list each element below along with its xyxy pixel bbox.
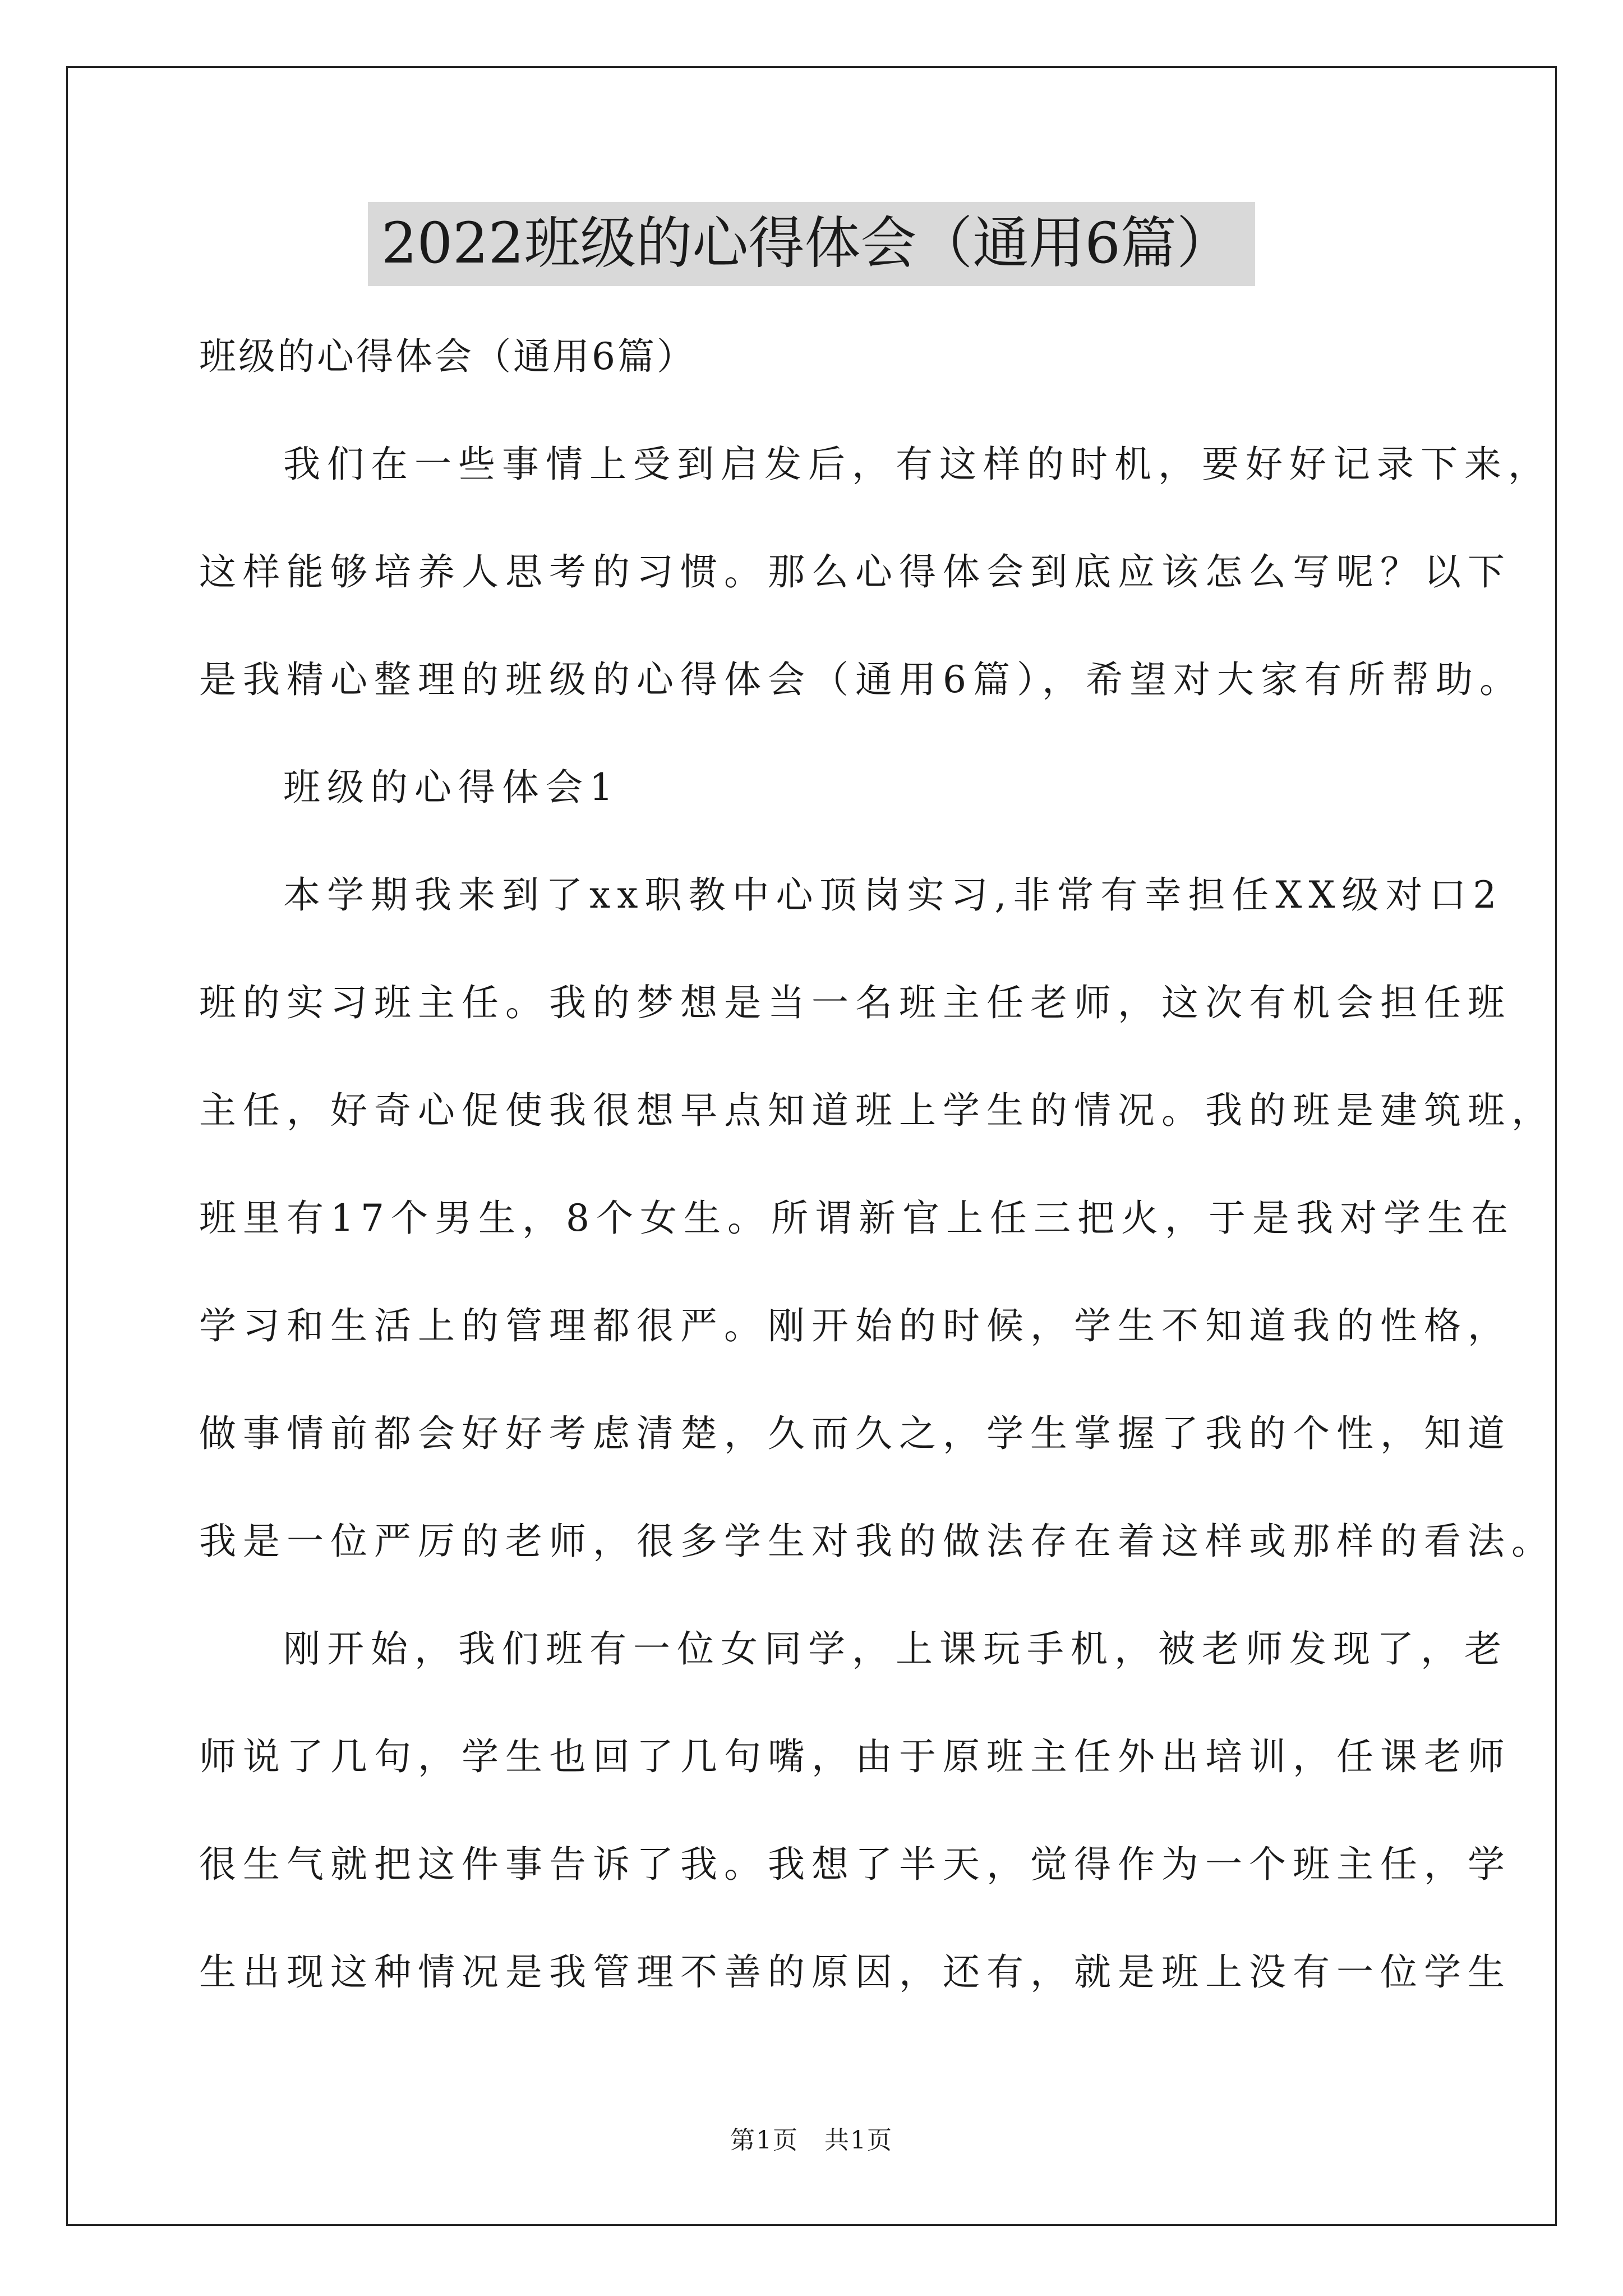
body-line: 班里有17个男生，8个女生。所谓新官上任三把火，于是我对学生在 bbox=[199, 1197, 1515, 1240]
body-line: 做事情前都会好好考虑清楚，久而久之，学生掌握了我的个性，知道 bbox=[199, 1412, 1511, 1455]
body-line: 很生气就把这件事告诉了我。我想了半天，觉得作为一个班主任，学 bbox=[199, 1843, 1511, 1886]
body-line: 是我精心整理的班级的心得体会（通用6篇），希望对大家有所帮助。 bbox=[199, 658, 1523, 701]
section-heading: 班级的心得体会1 bbox=[283, 766, 620, 809]
body-line: 师说了几句，学生也回了几句嘴，由于原班主任外出培训，任课老师 bbox=[199, 1735, 1511, 1778]
title-container bbox=[0, 202, 1623, 286]
document-subtitle: 班级的心得体会（通用6篇） bbox=[199, 335, 696, 378]
document-title: 2022班级的心得体会（通用6篇） bbox=[368, 202, 1255, 286]
body-line: 我们在一些事情上受到启发后，有这样的时机，要好好记录下来， bbox=[283, 443, 1552, 486]
body-line: 我是一位严厉的老师，很多学生对我的做法存在着这样或那样的看法。 bbox=[199, 1520, 1555, 1563]
body-line: 学习和生活上的管理都很严。刚开始的时候，学生不知道我的性格， bbox=[199, 1304, 1511, 1347]
document-body bbox=[199, 303, 1555, 2026]
body-line: 本学期我来到了xx职教中心顶岗实习,非常有幸担任XX级对口2 bbox=[283, 873, 1504, 917]
body-line: 班的实习班主任。我的梦想是当一名班主任老师，这次有机会担任班 bbox=[199, 981, 1511, 1024]
body-line: 刚开始，我们班有一位女同学，上课玩手机，被老师发现了，老 bbox=[283, 1627, 1508, 1671]
body-line: 主任，好奇心促使我很想早点知道班上学生的情况。我的班是建筑班， bbox=[199, 1089, 1555, 1132]
body-line: 生出现这种情况是我管理不善的原因，还有，就是班上没有一位学生 bbox=[199, 1950, 1511, 1994]
page-footer: 第1页 共1页 bbox=[730, 2126, 893, 2155]
body-line: 这样能够培养人思考的习惯。那么心得体会到底应该怎么写呢？以下 bbox=[199, 550, 1511, 593]
